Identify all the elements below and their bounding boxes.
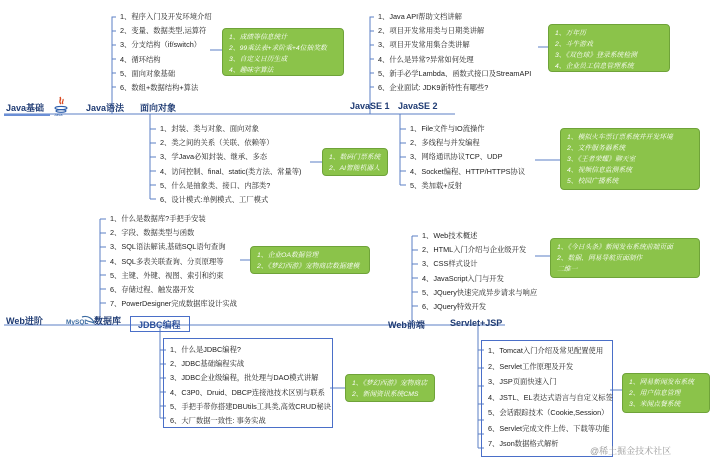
list-item: 3、JSP页面快速入门 <box>488 377 557 386</box>
list-item: 5、面向对象基础 <box>120 68 176 78</box>
list-item: 5、JQuery快速完成异步请求与响应 <box>422 287 538 297</box>
database-topic-list <box>110 212 237 311</box>
list-item: 5、类加载+反射 <box>410 180 463 190</box>
list-item: 3、JDBC企业级编程，批处理与DAO模式讲解 <box>170 373 319 383</box>
syntax-topic-list <box>120 10 212 95</box>
list-item: 4、C3P0、Druid、DBCP连接池技术区别与联系 <box>170 387 325 397</box>
list-item: 3、学Java必知封装、继承、多态 <box>160 152 268 162</box>
project-item: 4、趣味字算法 <box>229 67 274 74</box>
project-box-javase1 <box>548 24 670 72</box>
project-item: 2、AI智能机器人 <box>329 165 380 172</box>
project-item: 2、斗牛游戏 <box>555 41 593 48</box>
hub-java-basics-underline <box>4 114 50 116</box>
project-item: 1、模拟火车票订票系统并开发环境 <box>567 134 673 141</box>
list-item: 1、什么是JDBC编程? <box>170 345 241 354</box>
list-item: 5、会话跟踪技术（Cookie,Session） <box>488 408 609 417</box>
project-box-database <box>250 246 370 274</box>
project-item: 3、米闻点餐系统 <box>629 401 681 408</box>
project-item: 2、99乘法表+求阶乘+4位抽奖数 <box>229 45 327 52</box>
project-item: 3、自定义日历生成 <box>229 56 288 63</box>
list-item: 3、CSS样式设计 <box>422 259 478 269</box>
list-item: 5、新手必学Lambda、函数式接口及StreamAPI <box>378 68 532 78</box>
list-item: 6、存储过程、触发器开发 <box>110 284 195 294</box>
project-item: 1、企业OA数据管理 <box>257 252 319 259</box>
hub-java-basics: Java基础 <box>6 103 45 113</box>
hub-oop: 面向对象 <box>140 103 177 113</box>
project-item: 2、《梦幻西游》宠物商店数据建模 <box>257 263 360 270</box>
mysql-logo-text: MySQL <box>66 319 89 326</box>
list-item: 4、Socket编程、HTTP/HTTPS协议 <box>410 166 526 176</box>
project-item: 2、新闻资讯系统CMS <box>352 391 419 398</box>
list-item: 7、PowerDesigner完成数据库设计实战 <box>110 299 237 309</box>
list-item: 4、什么是异常?异常如何处理 <box>378 54 474 64</box>
java-logo-icon <box>53 96 69 116</box>
list-item: 1、File文件与IO流操作 <box>410 124 485 133</box>
project-item: 二维一 <box>557 266 578 273</box>
java-logo-text: Java <box>54 112 63 117</box>
project-box-oop <box>322 148 388 176</box>
hub-javase1: JavaSE 1 <box>350 101 390 111</box>
list-item: 3、网络通讯协议TCP、UDP <box>410 152 503 162</box>
project-item: 4、视频信息监测系统 <box>567 167 632 174</box>
list-item: 5、手把手带你搭建DBUtils工具类,高效CRUD秘诀 <box>170 401 331 411</box>
list-item: 1、什么是数据库?手把手安装 <box>110 214 206 223</box>
list-item: 6、设计模式:单例模式、工厂模式 <box>160 194 269 204</box>
list-item: 2、多线程与并发编程 <box>410 138 480 148</box>
list-item: 2、变量、数据类型,运算符 <box>120 26 207 36</box>
oop-topic-list <box>160 122 302 207</box>
project-box-syntax <box>222 28 344 76</box>
list-item: 3、SQL语法解读,基础SQL语句查询 <box>110 242 226 252</box>
project-item: 3、《王者荣耀》聊天室 <box>567 156 636 163</box>
list-item: 6、JQuery特效开发 <box>422 301 487 311</box>
list-item: 2、HTML入门介绍与企业级开发 <box>422 245 527 255</box>
list-item: 1、程序入门及开发环境介绍 <box>120 12 212 21</box>
list-item: 1、Tomcat入门介绍及常见配置使用 <box>488 346 604 355</box>
list-item: 4、访问控制、final、static(类方法、常量等) <box>160 166 302 176</box>
list-item: 4、循环结构 <box>120 54 161 64</box>
project-box-jdbc <box>345 374 435 402</box>
mysql-logo-icon <box>66 314 96 332</box>
list-item: 6、数组+数据结构+算法 <box>120 82 199 92</box>
javase2-topic-list <box>410 122 525 193</box>
watermark: @稀土掘金技术社区 <box>590 446 672 456</box>
project-box-servlet <box>622 373 710 413</box>
list-item: 1、Java API帮助文档讲解 <box>378 12 462 21</box>
project-item: 1、成绩等信息统计 <box>229 34 288 41</box>
list-item: 2、类之间的关系（关联、依赖等） <box>160 138 274 148</box>
list-item: 2、字段、数据类型与函数 <box>110 228 195 238</box>
list-item: 3、分支结构（if/switch） <box>120 40 202 50</box>
list-item: 6、企业面试: JDK9新特性有哪些? <box>378 82 489 92</box>
project-item: 1、《梦幻西游》宠物商店 <box>352 380 428 387</box>
hub-web-advanced: Web进阶 <box>6 316 43 326</box>
project-item: 1、《今日头条》新闻发布系统前端页面 <box>557 244 673 251</box>
list-item: 6、大厂数据一致性: 事务实战 <box>170 415 266 425</box>
list-item: 2、Servlet工作原理及开发 <box>488 361 574 371</box>
list-item: 5、主键、外键、视图、索引和约束 <box>110 270 224 280</box>
list-item: 4、JSTL、EL表达式语言与自定义标签 <box>488 392 613 402</box>
servlet-topic-list <box>488 343 613 452</box>
list-item: 1、Web技术概述 <box>422 231 478 240</box>
list-item: 4、SQL多表关联查询、分页原理等 <box>110 256 224 266</box>
project-item: 2、文件服务器系统 <box>567 145 626 152</box>
list-item: 6、Servlet完成文件上传、下载等功能 <box>488 423 610 433</box>
list-item: 1、封装、类与对象、面向对象 <box>160 124 259 133</box>
frontend-topic-list <box>422 229 537 314</box>
javase1-topic-list <box>378 10 531 95</box>
project-box-frontend <box>550 238 700 278</box>
jdbc-topic-list <box>170 343 331 428</box>
hub-web-frontend: Web前端 <box>388 320 425 330</box>
list-item: 2、项目开发常用类与日期类讲解 <box>378 26 485 36</box>
list-item: 5、什么是抽象类、接口、内部类? <box>160 180 271 190</box>
project-item: 1、网易新闻发布系统 <box>629 379 694 386</box>
hub-java-syntax: Java语法 <box>86 103 125 113</box>
list-item: 7、Json数据格式解析 <box>488 439 559 448</box>
hub-jdbc: JDBC编程 <box>138 320 181 330</box>
project-item: 4、企业员工信息管理系统 <box>555 63 634 70</box>
hub-javase2: JavaSE 2 <box>398 101 438 111</box>
project-item: 1、数码门票系统 <box>329 154 381 161</box>
project-item: 2、用户信息管理 <box>629 390 681 397</box>
project-item: 1、万年历 <box>555 30 586 37</box>
hub-servlet-jsp: Servlet+JSP <box>450 318 503 328</box>
project-item: 2、数据、网易导航页面制作 <box>557 255 643 262</box>
hub-database: 数据库 <box>94 316 122 326</box>
project-item: 5、校园广播系统 <box>567 178 619 185</box>
project-box-javase2 <box>560 128 700 190</box>
list-item: 2、JDBC基础编程实战 <box>170 359 245 369</box>
list-item: 3、项目开发常用集合类讲解 <box>378 40 470 50</box>
project-item: 3、《双色球》登录系统检测 <box>555 52 637 59</box>
list-item: 4、JavaScript入门与开发 <box>422 273 504 283</box>
